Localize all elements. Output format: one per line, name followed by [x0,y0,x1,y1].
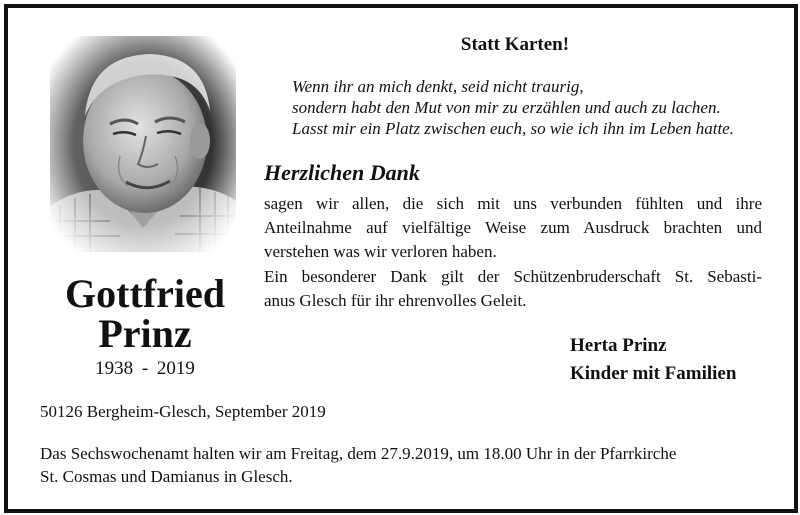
deceased-first-name: Gottfried [65,271,225,316]
poem [292,76,734,139]
thanks-title: Herzlichen Dank [264,160,420,185]
notice-line: Das Sechswochenamt halten wir am Freitag, dem 27.9.2019, um 18.00 Uhr in der Pfarrkirche [40,444,677,463]
paragraph-line: anus Glesch für ihr ehrenvolles Geleit. [264,291,527,310]
mass-notice [40,442,762,488]
paragraph-line: Anteilnahme auf vielfältige Weise zum Ausdruck brachten und [264,218,762,237]
signer-name: Kinder mit Familien [570,363,737,384]
paragraph-line: verstehen was wir verloren haben. [264,242,497,261]
deceased-last-name: Prinz [98,311,192,356]
paragraph-line: sagen wir allen, die sich mit uns verbunden fühlten und ihre [264,194,762,213]
poem-line: sondern habt den Mut von mir zu erzählen und auch zu lachen. [292,98,721,117]
signer-name: Herta Prinz [570,335,667,356]
notice-heading: Statt Karten! [460,34,570,55]
deceased-years: 1938 - 2019 [95,358,195,379]
signers [570,332,736,388]
place-date: 50126 Bergheim-Glesch, September 2019 [40,402,326,421]
poem-line: Wenn ihr an mich denkt, seid nicht traurig, [292,77,584,96]
thanks-paragraph-2 [264,265,762,313]
notice-line: St. Cosmas und Damianus in Glesch. [40,467,293,486]
paragraph-line: Ein besonderer Dank gilt der Schützenbruderschaft St. Sebasti- [264,267,762,286]
portrait-photo [50,36,236,252]
poem-line: Lasst mir ein Platz zwischen euch, so wie ich ihn im Leben hatte. [292,119,734,138]
thanks-paragraph-1 [264,192,762,264]
